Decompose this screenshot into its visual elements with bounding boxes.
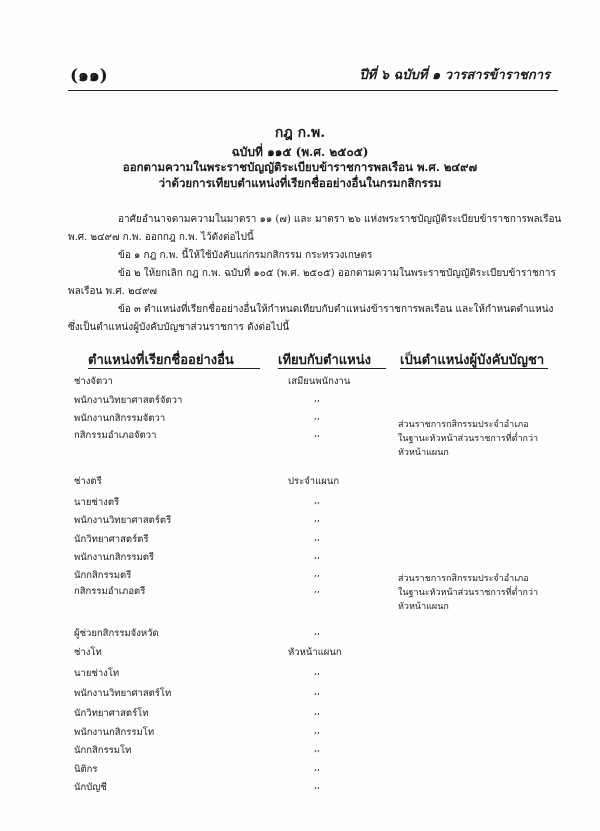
clause-1: ข้อ ๑ กฎ ก.พ. นี้ให้ใช้บังคับแก่กรมกสิกรรม กระทรวงเกษตร xyxy=(118,250,373,261)
clause-2-line-2: พลเรือน พ.ศ. ๒๔๙๗ xyxy=(68,286,158,297)
clause-3-line-2: ซึ่งเป็นตำแหน่งผู้บังคับบัญชาส่วนราชการ ดังต่อไปนี้ xyxy=(68,322,290,333)
equivalent-position: ,, xyxy=(314,780,321,791)
position-title: นายช่างตรี xyxy=(74,497,120,508)
position-title: ช่างโท xyxy=(74,647,102,658)
position-title: นายช่างโท xyxy=(74,668,120,679)
equivalent-position: ,, xyxy=(314,743,321,754)
column-header-underline xyxy=(88,368,260,369)
equivalent-position: ,, xyxy=(314,686,321,697)
column-header-title: ตำแหน่งที่เรียกชื่ออย่างอื่น xyxy=(88,353,234,368)
supervisor-note: ส่วนราชการกสิกรรมประจำอำเภอ ในฐานะหัวหน้าส่วนราชการที่ต่ำกว่า หัวหน้าแผนก xyxy=(398,420,539,458)
position-title: นักวิทยาศาสตร์ตรี xyxy=(74,534,149,545)
column-header-underline xyxy=(400,368,548,369)
position-title: ช่างตรี xyxy=(74,476,102,487)
position-title: กสิกรรมอำเภอตรี xyxy=(74,586,146,597)
supervisor-note: ส่วนราชการกสิกรรมประจำอำเภอ ในฐานะหัวหน้าส่วนราชการที่ต่ำกว่า หัวหน้าแผนก xyxy=(398,574,539,612)
equivalent-position: ,, xyxy=(314,706,321,717)
column-header-underline xyxy=(278,368,386,369)
position-title: พนักงานวิทยาศาสตร์จัตวา xyxy=(74,395,183,406)
clause-3-line-1: ข้อ ๓ ตำแหน่งที่เรียกชื่ออย่างอื่นให้กำหนดเทียบกับตำแหน่งข้าราชการพลเรือน และให้กำหนดตำแหน่ง xyxy=(118,304,554,315)
position-title: นักกสิกรรมโท xyxy=(74,745,132,756)
position-title: นักกสิกรรมตรี xyxy=(74,570,132,581)
preamble-line-1: อาศัยอำนาจตามความในมาตรา ๑๑ (๗) และ มาตรา ๒๖ แห่งพระราชบัญญัติระเบียบข้าราชการพลเรือน xyxy=(118,214,562,225)
equivalent-position: ,, xyxy=(314,411,321,422)
regulation-authority: ออกตามความในพระราชบัญญัติระเบียบข้าราชการพลเรือน พ.ศ. ๒๔๙๗ xyxy=(122,160,478,174)
equivalent-position: ,, xyxy=(314,666,321,677)
position-title: พนักงานกสิกรรมตรี xyxy=(74,552,155,563)
page-number: (๑๑) xyxy=(70,66,108,86)
clause-2-line-1: ข้อ ๒ ให้ยกเลิก กฎ ก.พ. ฉบับที่ ๑๐๕ (พ.ศ. ๒๕๐๕) ออกตามความในพระราชบัญญัติระเบียบข้าราชการ xyxy=(118,268,556,279)
equivalent-position: ,, xyxy=(314,762,321,773)
equivalent-position: หัวหน้าแผนก xyxy=(288,647,342,658)
equivalent-position: ,, xyxy=(314,513,321,524)
position-title: ผู้ช่วยกสิกรรมจังหวัด xyxy=(74,628,159,639)
position-title: พนักงานกสิกรรมโท xyxy=(74,727,155,738)
position-title: พนักงานวิทยาศาสตร์โท xyxy=(74,688,172,699)
position-title: นักวิทยาศาสตร์โท xyxy=(74,708,149,719)
equivalent-position: ,, xyxy=(314,725,321,736)
equivalent-position: ,, xyxy=(314,393,321,404)
column-header-equivalent: เทียบกับตำแหน่ง xyxy=(278,353,371,368)
equivalent-position: ,, xyxy=(314,428,321,439)
equivalent-position: ,, xyxy=(314,495,321,506)
regulation-title: กฎ ก.พ. xyxy=(274,125,326,141)
equivalent-position: ประจำแผนก xyxy=(288,476,340,487)
preamble-line-2: พ.ศ. ๒๔๙๗ ก.พ. ออกกฎ ก.พ. ไว้ดังต่อไปนี้ xyxy=(68,232,254,243)
equivalent-position: ,, xyxy=(314,584,321,595)
publication-header: ปีที่ ๖ ฉบับที่ ๑ วารสารข้าราชการ xyxy=(359,68,550,83)
equivalent-position: ,, xyxy=(314,626,321,637)
equivalent-position: ,, xyxy=(314,532,321,543)
column-header-supervisor: เป็นตำแหน่งผู้บังคับบัญชา xyxy=(400,353,545,368)
regulation-number: ฉบับที่ ๑๑๕ (พ.ศ. ๒๕๐๕) xyxy=(231,145,369,159)
equivalent-position: ,, xyxy=(314,568,321,579)
position-title: กสิกรรมอำเภอจัตวา xyxy=(74,430,157,441)
equivalent-position: ,, xyxy=(314,550,321,561)
position-title: พนักงานวิทยาศาสตร์ตรี xyxy=(74,515,172,526)
position-title: นิติกร xyxy=(74,764,98,775)
regulation-subject: ว่าด้วยการเทียบตำแหน่งที่เรียกชื่ออย่างอื่นในกรมกสิกรรม xyxy=(158,176,442,190)
equivalent-position: เสมียนพนักงาน xyxy=(288,376,351,387)
header-rule xyxy=(68,90,558,91)
position-title: นักบัญชี xyxy=(74,782,107,793)
position-title: พนักงานกสิกรรมจัตวา xyxy=(74,413,166,424)
position-title: ช่างจัตวา xyxy=(74,376,113,387)
